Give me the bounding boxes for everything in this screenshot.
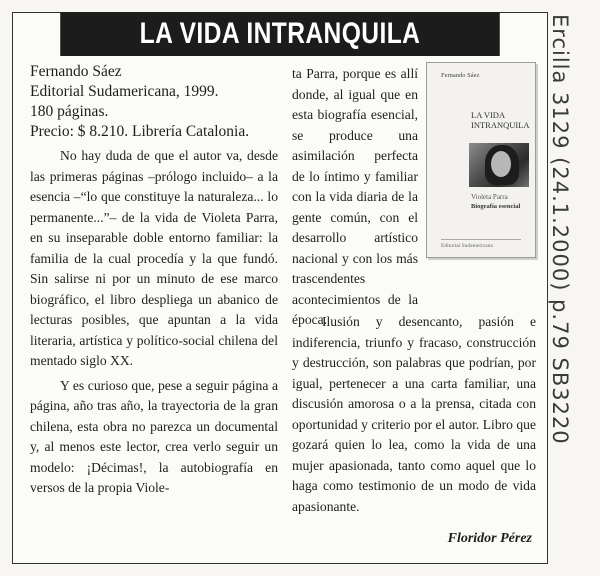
book-pages: 180 páginas. (30, 103, 109, 120)
cover-author: Fernando Sáez (441, 72, 480, 79)
book-author: Fernando Sáez (30, 63, 122, 80)
cover-subtitle: Violeta Parra (471, 193, 508, 201)
paragraph-1: No hay duda de que el autor va, desde las primeras páginas –prólogo incluido– a la esencia –“lo que constituye la naturaleza... lo permanente...”– de la vida de Violeta Parra, en su inseparable doble entorno familiar: la familia de la cual procedía y la que fundó. Sin salirse ni por un minuto de ese marco biográfico, el libro despliega un abanico de lecturas posibles, que apuntan a la vida literaria, artística y político-social chilena del mentado siglo XX. (30, 148, 278, 368)
book-publisher: Editorial Sudamericana, 1999. (30, 83, 219, 100)
reviewer-signature: Floridor Pérez (447, 531, 532, 546)
column-right-top (292, 64, 418, 331)
cover-subtitle-2: Biografía esencial (471, 203, 521, 210)
paragraph-2-continued: ta Parra, porque es allí donde, al igual que en esta biografía esencial, se produce una asimilación perfecta de lo íntimo y familiar con la vida diaria de la gente común, con el desarrollo artístico nacional y con los más trascendentes acontecimientos de la época. (292, 66, 418, 327)
cover-title-line-1: LA VIDA (471, 110, 506, 120)
paragraph-2: Y es curioso que, pese a seguir página a página, año tras año, la trayectoria de la gran chilena, esta obra no parezca un documental y, al menos este lector, crea verlo seguir un modelo: ¡Décimas!, la autobiografía en versos de la propia Viole- (30, 377, 278, 495)
paragraph-3: Ilusión y desencanto, pasión e indiferencia, triunfo y fracaso, construcción y destrucción, son palabras que podrían, por igual, pertenecer a una carta familiar, una discusión amorosa o a la prensa, citada con oportunidad y criterio por el autor. Libro que gozará quien lo lea, como la vida de una mujer apasionada, tanto como aquel que lo haga como testimonio de un modo de vida apasionante. (292, 314, 536, 514)
book-price: Precio: $ 8.210. Librería Catalonia. (30, 123, 250, 140)
column-right-bottom (292, 312, 536, 517)
cover-title-line-2: INTRANQUILA (471, 120, 530, 130)
handwritten-margin-note: Ercilla 3129 (24.1.2000) p.79 SB3220 (548, 14, 572, 445)
cover-publisher: Editorial Sudamericana (441, 243, 493, 249)
cover-title (471, 110, 531, 130)
cover-divider (441, 239, 521, 240)
book-details (30, 62, 290, 142)
column-left (30, 146, 278, 499)
portrait-face (491, 151, 511, 177)
book-cover-image (426, 62, 536, 258)
article-title: LA VIDA INTRANQUILA (60, 12, 500, 56)
cover-portrait-photo (469, 143, 529, 187)
